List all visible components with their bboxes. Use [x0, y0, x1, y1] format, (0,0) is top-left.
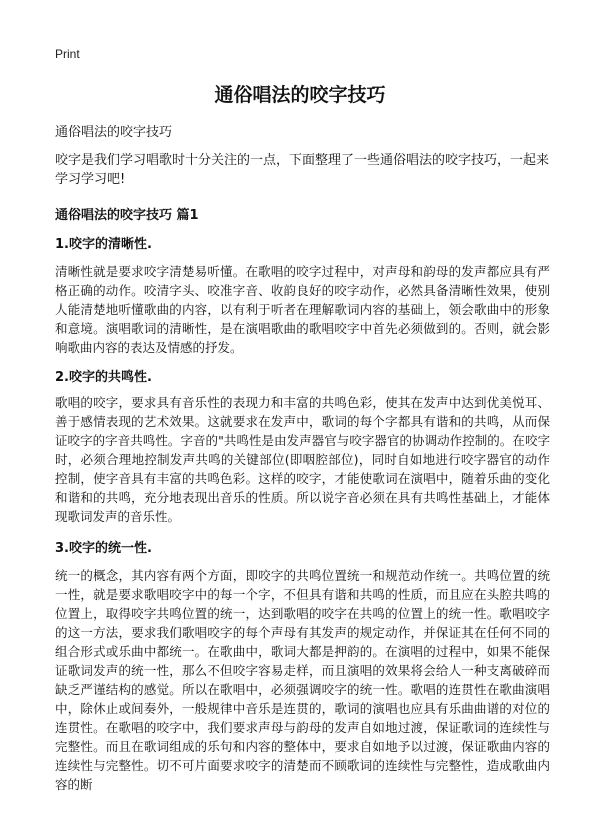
section-heading-unity: 3.咬字的统一性. [55, 541, 152, 556]
print-link[interactable]: Print [55, 47, 80, 61]
intro-paragraph: 咬字是我们学习唱歌时十分关注的一点，下面整理了一些通俗唱法的咬字技巧，一起来学习学习吧! [55, 153, 550, 187]
section-heading-resonance: 2.咬字的共鸣性. [55, 370, 152, 385]
section-body-unity: 统一的概念，其内容有两个方面，即咬字的共鸣位置统一和规范动作统一。共鸣位置的统一性，就是要求歌唱咬字中的每一个字，不但具有谐和共鸣的性质，而且应在头腔共鸣的位置上，取得咬字共鸣位置的统一，达到歌唱的咬字在共鸣的位置上的统一性。歌唱咬字的这一方法，要求我们歌唱咬字的每个声母有其发声的规定动作，并保证其在任何不同的组合形式或乐曲中都统一。在歌曲中，歌词大都是押韵的。在演唱的过程中，如果不能保证歌词发声的统一性，那么不但咬字容易走样，而且演唱的效果将会给人一种支离破碎而缺乏严谨结构的感觉。所以在歌唱中，必须强调咬字的统一性。歌唱的连贯性在歌曲演唱中，除休止或间奏外，一般规律中音乐是连贯的，歌词的演唱也应具有乐曲曲谱的对位的连贯性。在歌唱的咬字中，我们要求声母与韵母的发声自如地过渡，保证歌词的连续性与完整性。而且在歌词组成的乐句和内容的整体中，要求自如地予以过渡，保证歌曲内容的连续性与完整性。切不可片面要求咬字的清楚而不顾歌词的连续性与完整性，造成歌曲内容的断 [55, 568, 550, 792]
page-title: 通俗唱法的咬字技巧 [214, 84, 386, 106]
section-body-clarity: 清晰性就是要求咬字清楚易听懂。在歌唱的咬字过程中，对声母和韵母的发声都应具有严格正确的动作。咬清字头、咬准字音、收韵良好的咬字动作，必然具备清晰性效果，使别人能清楚地听懂歌曲的内容，以有利于听者在理解歌词内容的基础上，领会歌曲中的形象和意境。演唱歌词的清晰性，是在演唱歌曲的歌唱咬字中首先必须做到的。否则，就会影响歌曲内容的表达及情感的抒发。 [55, 264, 550, 355]
section-body-resonance: 歌唱的咬字，要求具有音乐性的表现力和丰富的共鸣色彩，使其在发声中达到优美悦耳、善于感情表现的艺术效果。这就要求在发声中，歌词的每个字都具有谐和的共鸣，从而保证咬字的字音共鸣性。字音的"共鸣性是由发声器官与咬字器官的协调动作控制的。在咬字时，必须合理地控制发声共鸣的关键部位(即咽腔部位)，同时自如地进行咬字器官的动作控制，使字音具有丰富的共鸣色彩。这样的咬字，才能使歌词在演唱中，随着乐曲的变化和谐和的共鸣，充分地表现出音乐的性质。所以说字音必须在具有共鸣性基础上，才能体现歌词发声的音乐性。 [55, 395, 550, 524]
section-heading-clarity: 1.咬字的清晰性. [55, 237, 152, 252]
part-heading: 通俗唱法的咬字技巧 篇1 [55, 208, 199, 223]
subtitle: 通俗唱法的咬字技巧 [55, 125, 173, 140]
